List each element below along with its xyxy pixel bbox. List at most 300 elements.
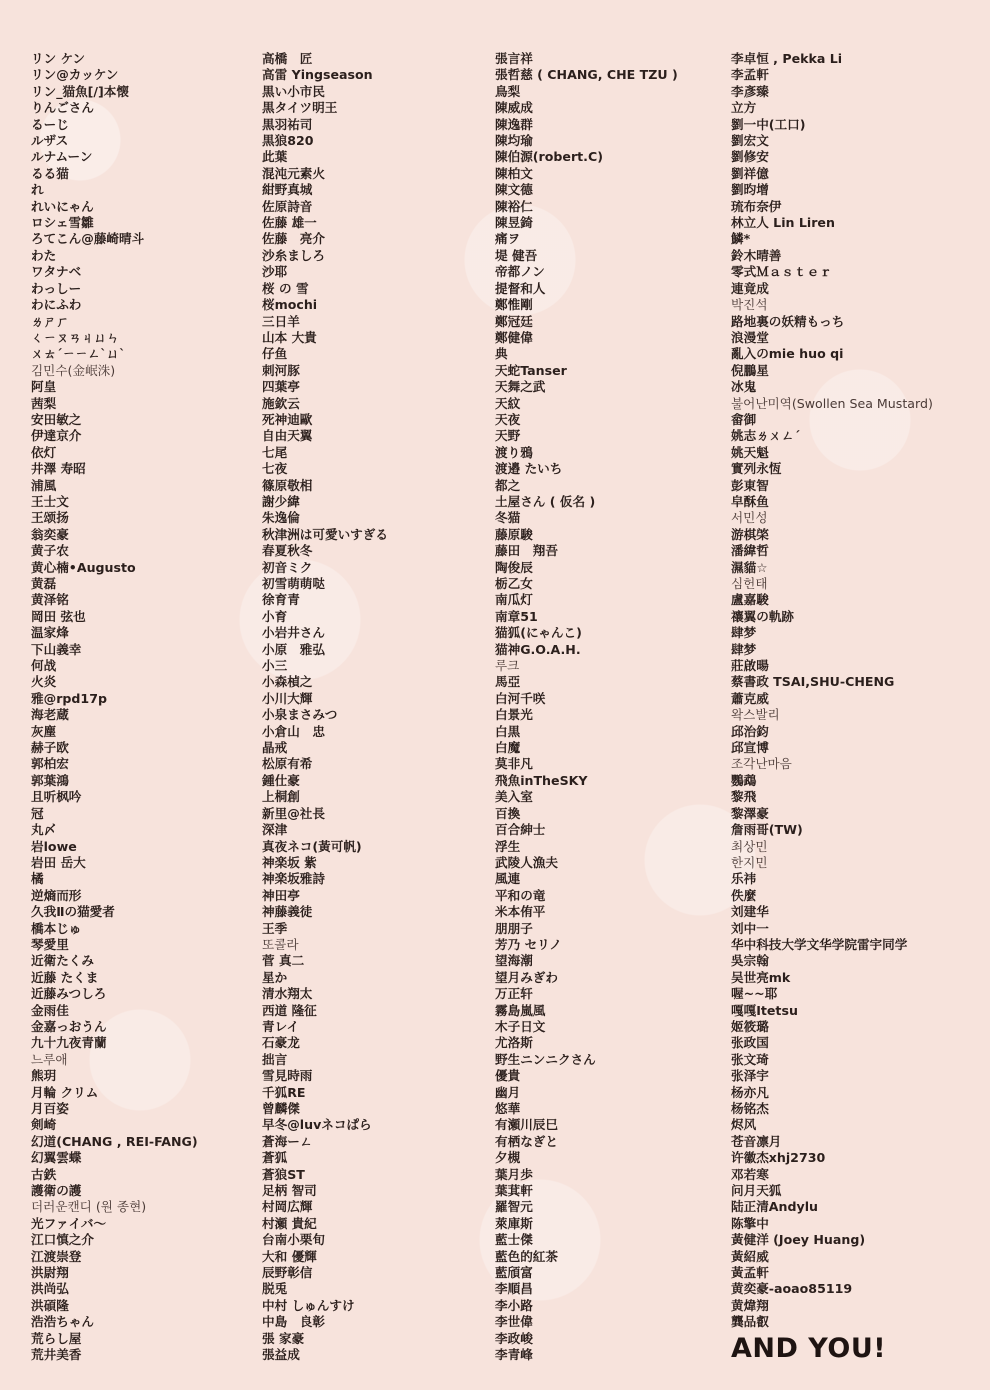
name-entry: 张政国 [731, 1035, 769, 1051]
name-entry: 尤洛斯 [495, 1035, 533, 1051]
name-entry: ㄨㄊˊㄧㄧㄥˋㄩˋ [31, 346, 126, 362]
name-entry: 月百姿 [31, 1101, 69, 1116]
name-entry: 한지민 [731, 854, 768, 870]
name-entry: 木子日文 [495, 1018, 546, 1034]
name-entry: 風連 [495, 871, 521, 887]
name-entry: 温家烽 [31, 625, 69, 641]
name-entry: 浪漫堂 [731, 329, 769, 345]
name-entry: 杨铭杰 [731, 1101, 769, 1116]
name-entry: 小森楨之 [262, 674, 313, 690]
name-entry: 四葉亭 [262, 379, 300, 395]
name-entry: るる猫 [31, 165, 69, 181]
name-entry: 下山義幸 [31, 641, 82, 657]
name-entry: 蒼狼ST [262, 1166, 305, 1182]
name-entry: 冰鬼 [731, 379, 757, 395]
name-entry: 仔鱼 [262, 346, 288, 362]
name-entry: 混沌元素火 [262, 165, 325, 181]
name-column-2 [262, 51, 388, 1364]
name-entry: 逆熵而形 [31, 887, 82, 903]
name-entry: 渡り鴉 [495, 444, 533, 460]
name-entry: 华中科技大学文华学院雷宇同学 [731, 936, 908, 952]
name-entry: 黄泽铭 [31, 592, 69, 608]
name-entry: 張哲慈 ( CHANG, CHE TZU ) [495, 67, 678, 83]
name-entry: 青レイ [262, 1018, 300, 1034]
name-entry: 西道 隆征 [262, 1002, 317, 1018]
name-entry: 박진석 [731, 297, 768, 313]
name-entry: 中村 しゅんすけ [262, 1297, 355, 1313]
name-entry: 幻翼雲蝶 [31, 1150, 82, 1166]
name-entry: 倪鵬星 [731, 362, 769, 378]
name-entry: 불어난미역(Swollen Sea Mustard) [731, 395, 933, 411]
name-entry: 月輪 クリム [31, 1084, 99, 1100]
name-entry: 九十九夜青蘭 [31, 1035, 107, 1051]
name-entry: 王季 [262, 920, 288, 936]
name-entry: 菅 真二 [262, 953, 305, 969]
name-entry: 邱治鈞 [731, 723, 769, 739]
name-entry: 조각난마음 [731, 756, 792, 772]
name-entry: 郭柏宏 [31, 756, 69, 772]
name-entry: 万正轩 [495, 986, 533, 1002]
name-entry: 南瓜灯 [495, 592, 533, 608]
name-entry: 蒼海ーㄥ [262, 1133, 313, 1149]
name-entry: 雪見時雨 [262, 1068, 313, 1084]
name-entry: 陳伯源(robert.C) [495, 149, 603, 165]
name-entry: 篠原敬相 [262, 477, 313, 493]
name-entry: 심헌태 [731, 576, 768, 591]
name-entry: 張 家豪 [262, 1330, 305, 1346]
name-entry: 藍士傑 [495, 1232, 533, 1248]
name-entry: 더러운캔디 (원 종현) [31, 1199, 147, 1215]
name-entry: 脱兎 [262, 1281, 288, 1297]
name-entry: 帝都ノン [495, 264, 545, 280]
name-entry: 黄子农 [31, 543, 69, 559]
name-entry: ㄑㄧㄡㄢㄐㄩㄣ [31, 329, 120, 345]
name-entry: 小育 [262, 608, 288, 624]
name-entry: 李青峰 [495, 1347, 533, 1363]
name-entry: 黃健洋 (Joey Huang) [731, 1232, 866, 1248]
name-entry: 岩lowe [31, 838, 77, 854]
name-entry: 李彥臻 [731, 83, 769, 99]
name-entry: 彭東智 [731, 477, 769, 493]
name-entry: 連竟成 [731, 280, 769, 296]
name-entry: リン ケン [31, 51, 86, 66]
name-entry: 黃紹威 [731, 1248, 769, 1264]
name-entry: 佐原詩音 [262, 198, 313, 214]
name-entry: 神藤義徒 [262, 904, 313, 920]
name-entry: 小倉山 忠 [262, 723, 325, 739]
name-entry: 张文琦 [731, 1051, 769, 1067]
name-entry: 洪尚弘 [31, 1281, 69, 1297]
name-entry: 问月天狐 [731, 1183, 782, 1199]
name-entry: 村岡広輝 [262, 1199, 313, 1215]
name-entry: 陳逸群 [495, 116, 533, 132]
name-entry: 七夜 [262, 461, 288, 477]
name-entry: 蒼狐 [262, 1150, 288, 1166]
name-entry: 沙糸ましろ [262, 247, 325, 263]
name-entry: 村瀬 貴紀 [262, 1215, 317, 1231]
name-entry: 江渡崇登 [31, 1248, 82, 1264]
name-entry: 栃乙女 [495, 576, 533, 591]
name-entry: 茜梨 [31, 395, 57, 411]
name-entry: 謝少緯 [262, 493, 300, 509]
name-entry: 游棋棨 [731, 526, 769, 542]
name-entry: 台南小栗旬 [262, 1232, 325, 1248]
name-entry: 佐藤 雄一 [262, 215, 317, 231]
name-entry: 李孟軒 [731, 67, 769, 83]
name-entry: 天舞之武 [495, 379, 546, 395]
name-entry: 왁스발리 [731, 707, 780, 723]
name-entry: ルナムーン [31, 149, 93, 165]
name-entry: 百合紳士 [495, 822, 546, 838]
name-entry: 沙耶 [262, 264, 288, 280]
name-entry: 神田亭 [262, 887, 300, 903]
name-entry: 刺河豚 [262, 362, 300, 378]
name-entry: 近衛たくみ [31, 953, 94, 969]
name-entry: 何战 [31, 658, 57, 674]
name-entry: 潘緯哲 [731, 543, 769, 559]
name-entry: 光ファイバ～ [31, 1215, 107, 1231]
name-entry: ワタナベ [31, 264, 82, 280]
name-entry: 冬猫 [495, 510, 521, 526]
name-entry: 熊玥 [31, 1068, 57, 1084]
name-entry: 近藤 たくま [31, 969, 99, 985]
name-entry: 嘎嘎Itetsu [731, 1002, 798, 1018]
name-entry: 王颂扬 [31, 510, 69, 526]
name-entry: 有栖なぎと [495, 1133, 558, 1149]
name-column-3 [495, 51, 678, 1364]
name-entry: 또콜라 [262, 936, 299, 952]
name-column-4 [731, 51, 933, 1331]
name-entry: 夕槻 [495, 1150, 521, 1166]
name-entry: 古鉄 [31, 1166, 57, 1182]
name-entry: 實列永恆 [731, 461, 782, 477]
name-entry: 朱逸倫 [262, 510, 300, 526]
name-entry: 辰野彰信 [262, 1265, 313, 1281]
name-entry: 橘 [31, 871, 44, 887]
name-entry: 루크 [495, 658, 520, 674]
name-entry: 張益成 [262, 1347, 300, 1363]
name-entry: 金雨佳 [31, 1002, 69, 1018]
name-entry: 鄭健偉 [495, 329, 533, 345]
name-entry: 海老蔵 [31, 707, 69, 723]
name-entry: 三日羊 [262, 313, 300, 329]
name-entry: 濕貓☆ [731, 559, 768, 575]
name-entry: 黎飛 [731, 789, 757, 805]
name-entry: 自由天翼 [262, 428, 313, 444]
name-entry: リン_猫魚[/]本懐 [31, 83, 129, 99]
name-entry: 詹雨哥(TW) [731, 822, 803, 838]
name-entry: 桜 の 雪 [262, 280, 309, 296]
name-entry: 神楽坂雅詩 [262, 871, 325, 887]
name-entry: 芳乃 セリノ [495, 936, 562, 952]
name-entry: 井澤 寿昭 [31, 461, 86, 477]
name-entry: 清水翔太 [262, 986, 313, 1002]
name-entry: 陳昱錡 [495, 215, 533, 231]
name-entry: 江口慎之介 [31, 1232, 94, 1248]
name-entry: 鸚鵡 [731, 772, 757, 788]
name-entry: 李政峻 [495, 1330, 533, 1346]
name-entry: 天夜 [495, 411, 521, 427]
name-entry: 林立人 Lin Liren [731, 215, 835, 231]
name-entry: 南章51 [495, 608, 538, 624]
name-entry: 葉月歩 [495, 1166, 533, 1182]
name-entry: 肆梦 [731, 641, 757, 657]
name-entry: 劉修安 [731, 149, 769, 165]
name-entry: 小泉まさみつ [262, 707, 338, 723]
name-entry: 有瀬川辰巳 [495, 1117, 558, 1133]
name-entry: 鈴木晴善 [731, 247, 782, 263]
name-entry: 禳翼の軌跡 [731, 608, 794, 624]
name-entry: 七尾 [262, 444, 288, 460]
name-entry: 乐祎 [731, 871, 757, 887]
name-entry: 刘中一 [731, 920, 769, 936]
name-entry: 此葉 [262, 149, 288, 165]
name-entry: 许徽杰xhj2730 [731, 1150, 826, 1166]
name-entry: 橋本じゅ [31, 920, 82, 936]
name-entry: 秋津洲は可愛いすぎる [262, 526, 388, 542]
name-entry: 张泽宇 [731, 1068, 769, 1084]
name-entry: 劉宏文 [731, 133, 769, 149]
name-entry: 近藤みつしろ [31, 986, 107, 1002]
name-entry: 白魔 [495, 740, 521, 756]
name-entry: 紺野真城 [262, 182, 313, 198]
name-entry: ろてこん@藤崎晴斗 [31, 231, 145, 247]
name-entry: 百換 [495, 805, 521, 821]
name-entry: 白黒 [495, 723, 521, 739]
name-entry: 陳威成 [495, 100, 533, 116]
name-entry: 猫狐(にゃんこ) [495, 625, 582, 641]
closing-text: AND YOU! [731, 1333, 887, 1364]
name-entry: 春夏秋冬 [262, 543, 313, 559]
name-entry: 盧嘉駿 [731, 592, 769, 608]
name-entry: 立方 [731, 100, 757, 116]
name-entry: 浮生 [495, 838, 521, 854]
name-entry: 神楽坂 紫 [262, 854, 317, 870]
name-entry: 高雷 Yingseason [262, 67, 373, 83]
name-entry: わにふわ [31, 297, 82, 313]
name-entry: 大和 優輝 [262, 1248, 317, 1264]
name-entry: 陳文德 [495, 182, 533, 198]
name-entry: 灰塵 [31, 723, 57, 739]
name-entry: 零式Ｍａｓｔｅｒ [731, 264, 832, 280]
name-entry: 翁奕豪 [31, 526, 69, 542]
name-entry: 米本侑平 [495, 904, 546, 920]
name-entry: 悠華 [495, 1101, 521, 1116]
name-entry: 足柄 智司 [262, 1183, 317, 1199]
name-entry: 小原 雅弘 [262, 641, 325, 657]
name-entry: 黄煒翔 [731, 1297, 769, 1313]
name-entry: 千狐RE [262, 1084, 306, 1100]
name-entry: 初音ミク [262, 559, 313, 575]
name-entry: 苍音凛月 [731, 1133, 782, 1149]
name-entry: 望月みぎわ [495, 969, 558, 985]
name-entry: 白河千咲 [495, 690, 546, 706]
name-entry: 石豪龙 [262, 1035, 300, 1051]
name-entry: 平和の竜 [495, 887, 546, 903]
name-entry: 劉一中(工口) [731, 116, 806, 132]
name-entry: 洪尉翔 [31, 1265, 69, 1281]
name-entry: 赫子欧 [31, 740, 69, 756]
name-entry: 蕭克威 [731, 690, 769, 706]
name-entry: 堤 健吾 [495, 247, 538, 263]
name-entry: るーじ [31, 116, 69, 132]
name-entry: 曾麟傑 [262, 1101, 300, 1116]
name-entry: 依灯 [31, 444, 57, 460]
name-entry: 浦風 [31, 477, 57, 493]
name-entry: 野生ニンニクさん [495, 1051, 596, 1067]
name-entry: 朋朋子 [495, 920, 533, 936]
name-entry: 晶戒 [262, 740, 288, 756]
name-entry: 黒羽祐司 [262, 116, 313, 132]
name-entry: 白景光 [495, 707, 533, 723]
name-entry: ルザス [31, 133, 69, 149]
name-entry: 陳裕仁 [495, 198, 533, 214]
name-entry: 烬风 [731, 1117, 757, 1133]
name-entry: 痛ヲ [495, 231, 521, 247]
name-entry: 皁酥鱼 [731, 493, 769, 509]
name-entry: わた [31, 247, 57, 263]
name-entry: 張言祥 [495, 51, 533, 66]
name-entry: 杨亦凡 [731, 1084, 769, 1100]
name-entry: 李卓恒 , Pekka Li [731, 51, 843, 66]
name-entry: 黒タイツ明王 [262, 100, 338, 116]
name-entry: 李世偉 [495, 1314, 533, 1330]
name-entry: 姚志ㄌㄨㄥˊ [731, 428, 801, 444]
name-entry: 吳宗翰 [731, 953, 769, 969]
name-entry: 최상민 [731, 838, 768, 854]
name-entry: 護衛の護 [31, 1183, 82, 1199]
name-entry: れ [31, 182, 44, 198]
name-entry: 黎澤豪 [731, 805, 769, 821]
name-entry: 畲御 [731, 411, 757, 427]
name-entry: 느루애 [31, 1051, 68, 1067]
name-entry: 拙言 [262, 1051, 288, 1067]
name-entry: 黄奕豪-aoao85119 [731, 1281, 853, 1297]
name-entry: 劉昀增 [731, 182, 769, 198]
name-entry: 徐育青 [262, 592, 300, 608]
name-entry: 久我Ⅱの猫愛者 [31, 904, 115, 920]
name-entry: 典 [495, 346, 508, 362]
name-entry: 龔品叡 [731, 1314, 769, 1330]
name-entry: 剣崎 [31, 1117, 57, 1133]
name-entry: 安田敏之 [31, 411, 82, 427]
name-entry: 姬筱璐 [731, 1018, 769, 1034]
name-entry: 邓若寒 [731, 1166, 769, 1182]
name-entry: 小川大輝 [262, 690, 313, 706]
name-entry: りんごさん [31, 100, 94, 116]
name-entry: 琴愛里 [31, 936, 69, 952]
name-entry: 渡邉 たいち [495, 461, 563, 477]
name-entry: 伊達京介 [31, 428, 82, 444]
name-entry: 提督和人 [495, 280, 546, 296]
name-entry: 黒い小市民 [262, 83, 325, 99]
name-entry: 陳均瑜 [495, 133, 533, 149]
name-entry: 藤田 翔吾 [495, 543, 558, 559]
name-entry: 土屋さん ( 仮名 ) [495, 493, 596, 509]
name-entry: 亂入のmie huo qi [731, 346, 844, 362]
name-entry: 馬亞 [495, 674, 521, 690]
name-entry: 肆梦 [731, 625, 757, 641]
name-entry: 真夜ネコ(黃可帆) [262, 838, 362, 854]
name-entry: 都之 [495, 477, 521, 493]
name-entry: 幽月 [495, 1084, 521, 1100]
name-entry: 優貴 [495, 1068, 521, 1084]
name-entry: 武陵人漁夫 [495, 854, 558, 870]
name-entry: 浩浩ちゃん [31, 1314, 94, 1330]
name-entry: 火炎 [31, 674, 57, 690]
name-entry: 鳥梨 [495, 83, 521, 99]
name-entry: れいにゃん [31, 198, 94, 214]
name-entry: 黒狼820 [262, 133, 314, 149]
name-entry: 深津 [262, 822, 288, 838]
name-entry: 鍾仕豪 [262, 772, 300, 788]
name-entry: 天蛇Tanser [495, 362, 567, 378]
name-entry: 羅智元 [495, 1199, 533, 1215]
name-entry: 陶俊辰 [495, 559, 533, 575]
name-entry: 黄磊 [31, 576, 57, 591]
name-entry: 桜mochi [262, 297, 318, 313]
name-entry: 星か [262, 969, 288, 985]
name-entry: 上桐創 [262, 789, 300, 805]
name-entry: 刘建华 [731, 904, 769, 920]
name-entry: 松原有希 [262, 756, 313, 772]
name-entry: 藍色的紅茶 [495, 1248, 558, 1264]
name-entry: 藤原駿 [495, 526, 533, 542]
name-entry: 萊庫斯 [495, 1215, 533, 1231]
name-entry: 黃孟軒 [731, 1265, 769, 1281]
name-entry: 岩田 岳大 [31, 854, 86, 870]
name-entry: 飛魚inTheSKY [495, 772, 588, 788]
name-entry: 鄭惟剛 [495, 297, 533, 313]
name-entry: 서민성 [731, 510, 768, 526]
name-entry: ロシェ雪雛 [31, 215, 94, 231]
name-entry: 死神迪歐 [262, 411, 313, 427]
name-entry: 葉萁軒 [495, 1183, 533, 1199]
name-entry: 霧島嵐風 [495, 1002, 546, 1018]
name-entry: 荒井美香 [31, 1347, 82, 1363]
name-entry: 蔡書政 TSAI,SHU-CHENG [731, 674, 895, 690]
name-entry: 中島 良彰 [262, 1314, 325, 1330]
name-entry: 雅@rpd17p [31, 690, 107, 706]
name-entry: 陈擎中 [731, 1215, 769, 1231]
name-entry: 莊啟暘 [731, 658, 769, 674]
name-entry: 陆正清Andylu [731, 1199, 819, 1215]
name-entry: 荒らし屋 [31, 1330, 82, 1346]
name-entry: 美入室 [495, 789, 533, 805]
name-entry: 陳柏文 [495, 165, 533, 181]
name-entry: 丸〆 [31, 822, 57, 838]
name-entry: 新里@社長 [262, 805, 325, 821]
name-entry: 喔~~耶 [731, 986, 778, 1002]
name-entry: 阿皇 [31, 379, 57, 395]
name-entry: 岡田 弦也 [31, 608, 86, 624]
name-entry: 小岩井さん [262, 625, 325, 641]
name-entry: 施欽云 [262, 395, 300, 411]
name-entry: 黄心楠•Augusto [31, 559, 136, 575]
name-entry: 且听枫吟 [31, 789, 82, 805]
name-entry: 天野 [495, 428, 521, 444]
name-entry: 小三 [262, 658, 288, 674]
name-entry: ㄌㄕㄏ [31, 313, 69, 329]
name-entry: 琉布奈伊 [731, 198, 782, 214]
name-entry: 天紋 [495, 395, 521, 411]
name-entry: 劉祥億 [731, 165, 769, 181]
name-entry: 邱宣博 [731, 740, 769, 756]
name-entry: 藍頎富 [495, 1265, 533, 1281]
name-entry: 高橋 匠 [262, 51, 313, 66]
name-entry: 初雪萌萌哒 [262, 576, 325, 591]
name-entry: 洪碩隆 [31, 1297, 69, 1313]
